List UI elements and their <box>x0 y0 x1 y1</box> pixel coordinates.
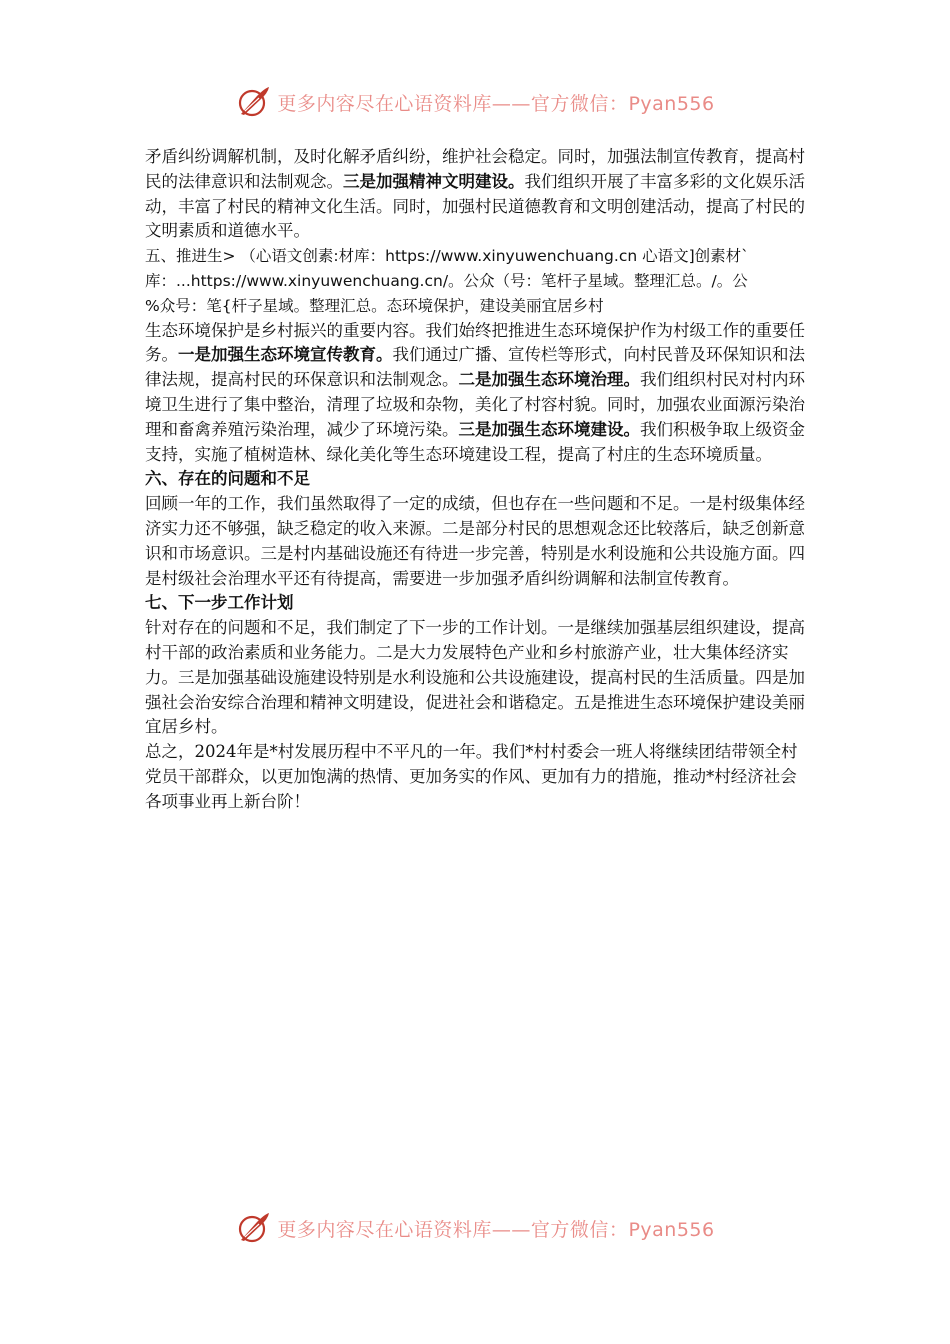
paragraph-ecology: 生态环境保护是乡村振兴的重要内容。我们始终把推进生态环境保护作为村级工作的重要任务。一是加强生态环境宣传教育。我们通过广播、宣传栏等形式，向村民普及环保知识和法律法规，提高村民的环保意识和法制观念。二是加强生态环境治理。我们组织村民对村内环境卫生进行了集中整治，清理了垃圾和杂物，美化了村容村貌。同时，加强农业面源污染治理和畜禽养殖污染治理，减少了环境污染。三是加强生态环境建设。我们积极争取上级资金支持，实施了植树造林、绿化美化等生态环境建设工程，提高了村庄的生态环境质量。 <box>145 320 805 464</box>
banner-text: 更多内容尽在心语资料库——官方微信：Pyan556 <box>277 92 715 115</box>
paragraph-plan: 针对存在的问题和不足，我们制定了下一步的工作计划。一是继续加强基层组织建设，提高村干部的政治素质和业务能力。二是大力发展特色产业和乡村旅游产业，壮大集体经济实力。三是加强基础设施建设特别是水利设施和公共设施建设，提高村民的生活质量。四是加强社会治安综合治理和精神文明建设，促进社会和谐稳定。五是推进生态环境保护建设美丽宜居乡村。 <box>145 618 805 737</box>
document-body <box>145 145 810 815</box>
section-6-heading: 六、存在的问题和不足 <box>145 469 310 489</box>
section-5-heading-garbled: 五、推进生> （心语文创素:材库：https://www.xinyuwenchuang.cn 心语文]创素材` 库：...https://www.xinyuwenchuang.cn/。公众（号：笔杆子星域。整理汇总。/。公 %众号：笔{杆子星域。整理汇总。态环境保护，建设美丽宜居乡村 <box>145 247 749 315</box>
header-banner <box>0 84 950 120</box>
paragraph-problems: 回顾一年的工作，我们虽然取得了一定的成绩，但也存在一些问题和不足。一是村级集体经济实力还不够强，缺乏稳定的收入来源。二是部分村民的思想观念还比较落后，缺乏创新意识和市场意识。三是村内基础设施还有待进一步完善，特别是水利设施和公共设施方面。四是村级社会治理水平还有待提高，需要进一步加强矛盾纠纷调解和法制宣传教育。 <box>145 494 805 588</box>
paragraph-conclusion: 总之，2024年是*村发展历程中不平凡的一年。我们*村村委会一班人将继续团结带领全村党员干部群众，以更加饱满的热情、更加务实的作风、更加有力的措施，推动*村经济社会各项事业再上新台阶！ <box>145 742 798 811</box>
quill-logo-icon <box>235 1210 271 1246</box>
section-7-heading: 七、下一步工作计划 <box>145 593 294 613</box>
banner-text: 更多内容尽在心语资料库——官方微信：Pyan556 <box>277 1218 715 1241</box>
paragraph-spiritual-civilization: 矛盾纠纷调解机制，及时化解矛盾纠纷，维护社会稳定。同时，加强法制宣传教育，提高村民的法律意识和法制观念。三是加强精神文明建设。我们组织开展了丰富多彩的文化娱乐活动，丰富了村民的精神文化生活。同时，加强村民道德教育和文明创建活动，提高了村民的文明素质和道德水平。 <box>145 147 805 241</box>
footer-banner <box>0 1210 950 1246</box>
quill-logo-icon <box>235 84 271 120</box>
